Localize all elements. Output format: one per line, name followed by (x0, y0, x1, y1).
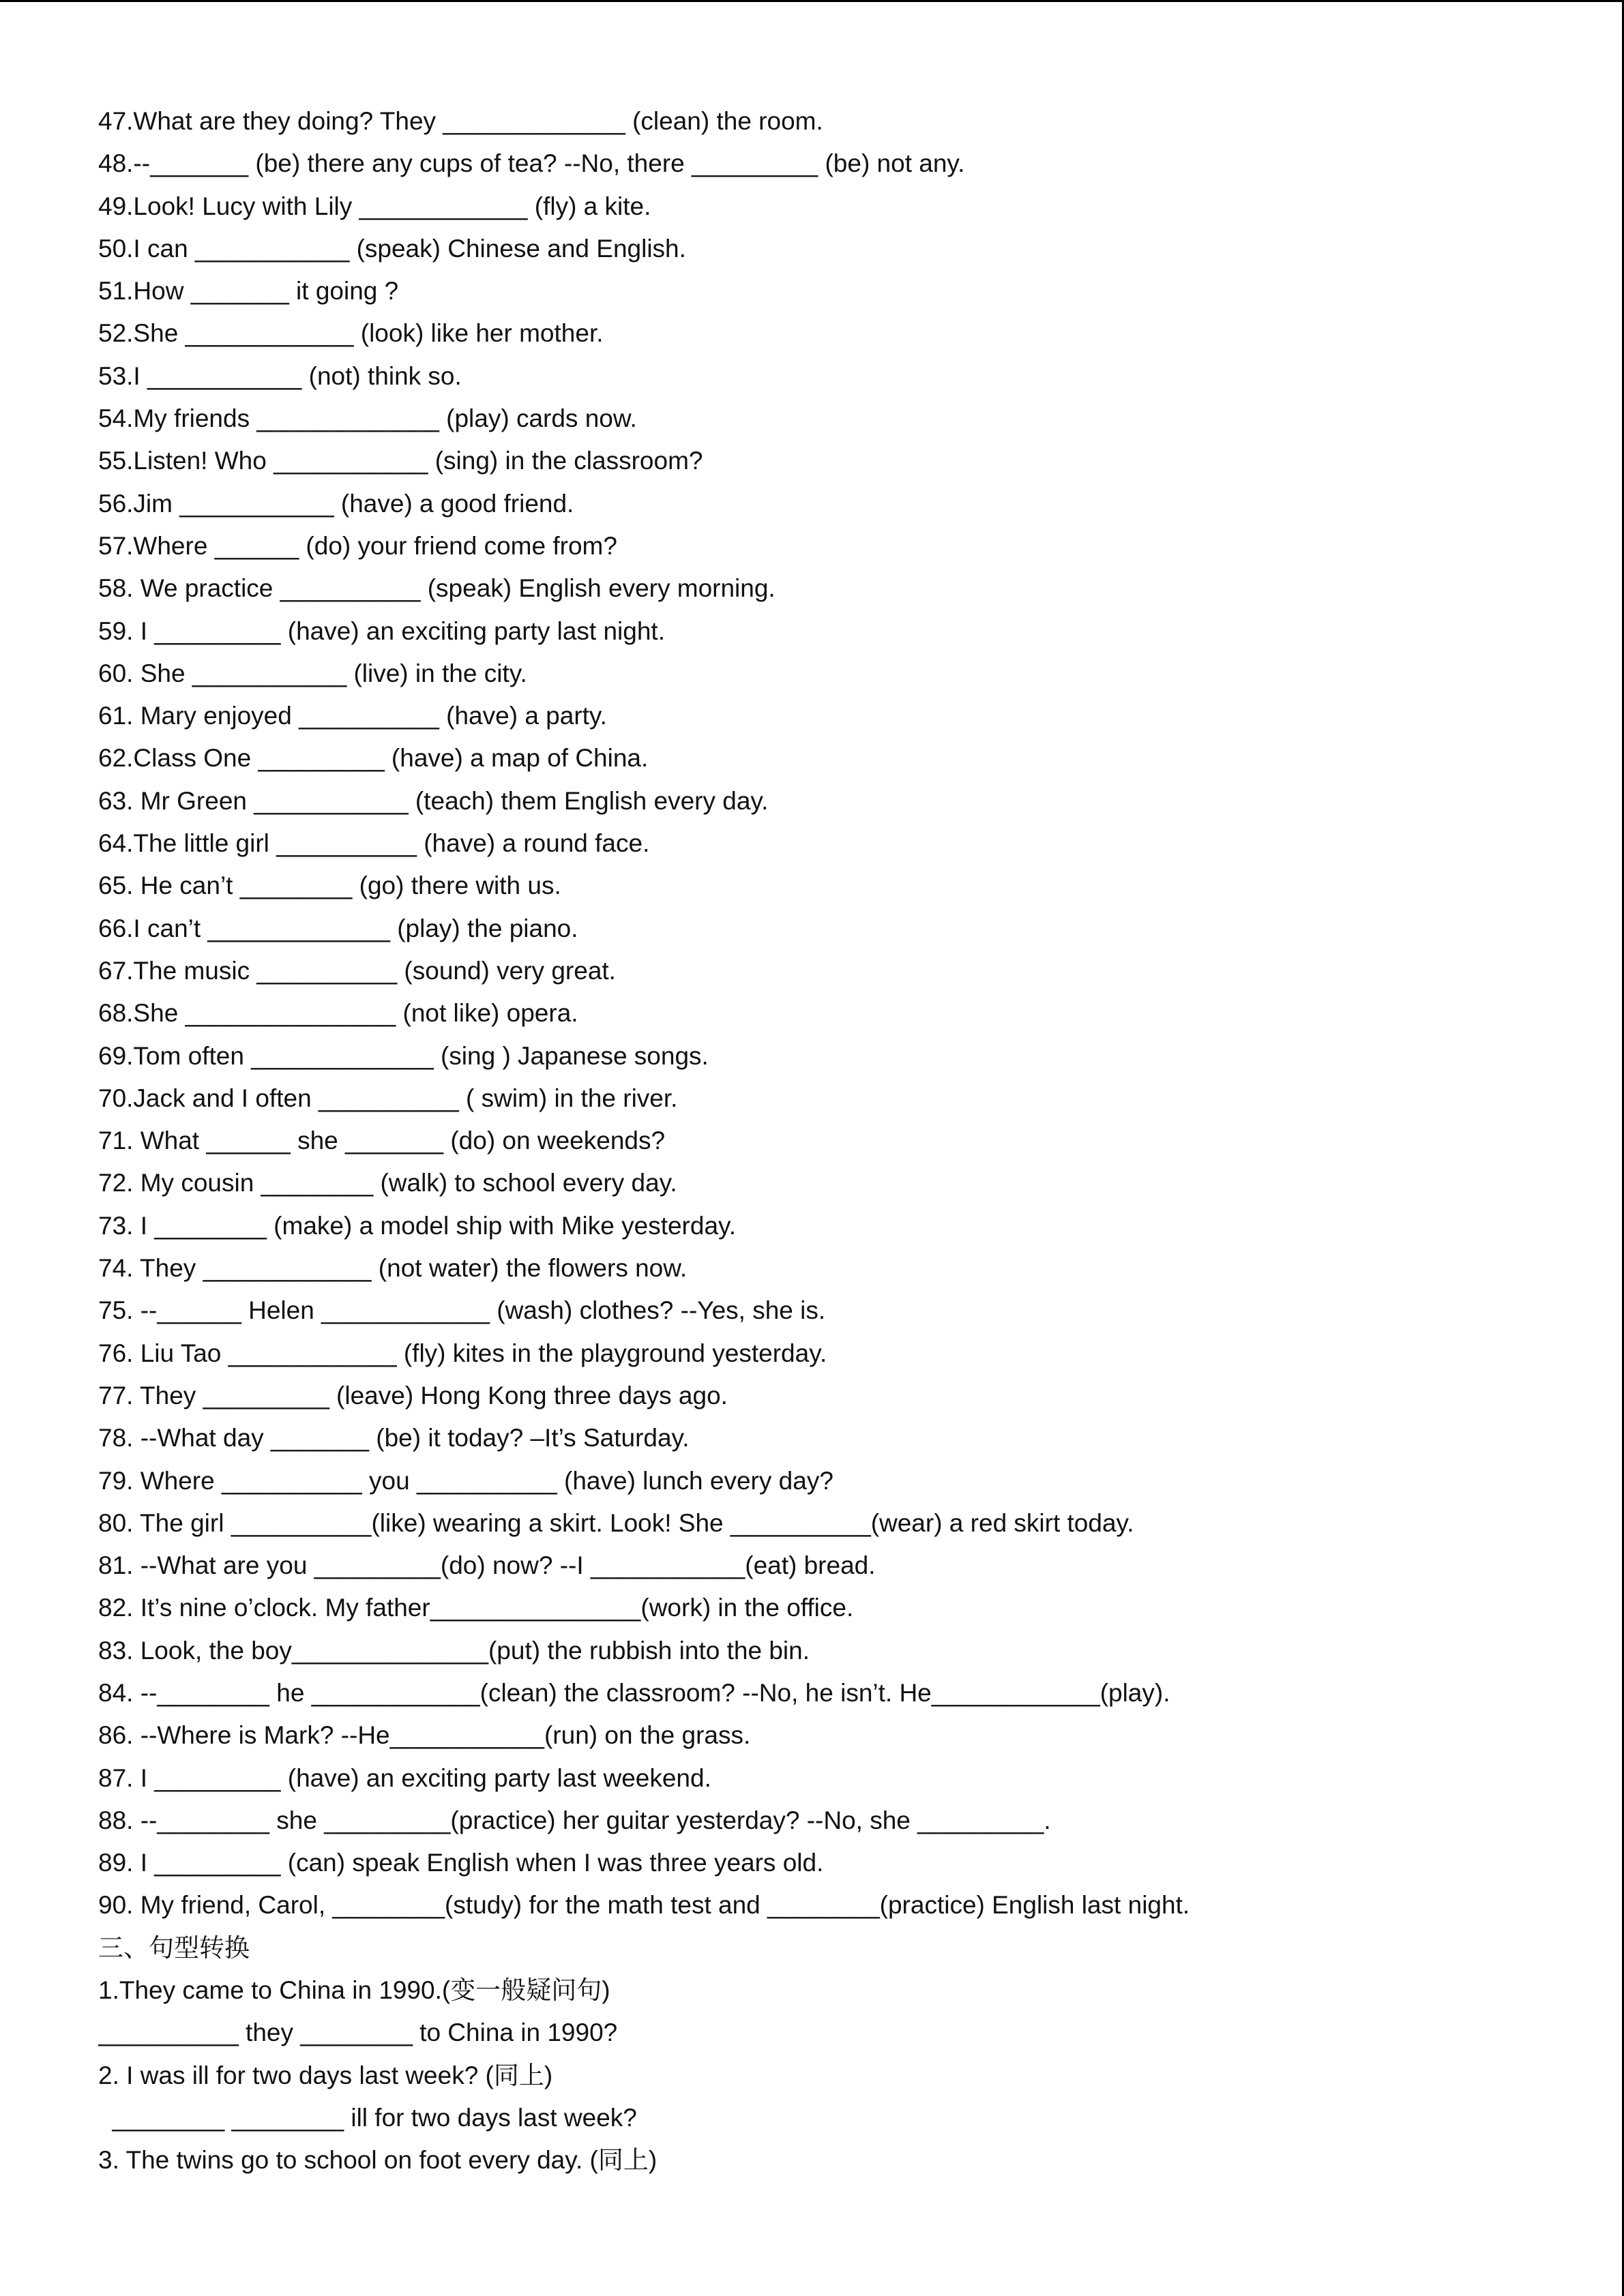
exercise-item-53: 53.I ___________ (not) think so. (98, 361, 462, 390)
exercise-item-90: 90. My friend, Carol, ________(study) for the math test and ________(practice) English last night. (98, 1891, 1190, 1920)
exercise-item-54: 54.My friends _____________ (play) cards now. (98, 404, 637, 433)
exercise-item-49: 49.Look! Lucy with Lily ____________ (fly) a kite. (98, 192, 651, 220)
exercise-item-67: 67.The music __________ (sound) very great. (98, 956, 616, 985)
exercise-item-81: 81. --What are you _________(do) now? --I ___________(eat) bread. (98, 1551, 876, 1580)
exercise-item-87: 87. I _________ (have) an exciting party last weekend. (98, 1763, 711, 1792)
exercise-item-84: 84. --________ he ____________(clean) the classroom? --No, he isn’t. He____________(play). (98, 1678, 1170, 1707)
exercise-item-89: 89. I _________ (can) speak English when I was three years old. (98, 1849, 824, 1877)
exercise-item-76: 76. Liu Tao ____________ (fly) kites in the playground yesterday. (98, 1339, 827, 1367)
exercise-item-77: 77. They _________ (leave) Hong Kong three days ago. (98, 1381, 728, 1410)
transform-item-2-answer: ________ ________ ill for two days last week? (98, 2103, 637, 2132)
exercise-item-61: 61. Mary enjoyed __________ (have) a party. (98, 702, 607, 730)
exercise-item-63: 63. Mr Green ___________ (teach) them English every day. (98, 786, 769, 815)
section-heading: 三、句型转换 (98, 1933, 250, 1963)
exercise-item-58: 58. We practice __________ (speak) English every morning. (98, 574, 776, 603)
exercise-item-79: 79. Where __________ you __________ (have) lunch every day? (98, 1466, 833, 1495)
exercise-item-48: 48.--_______ (be) there any cups of tea? --No, there _________ (be) not any. (98, 149, 965, 178)
exercise-item-52: 52.She ____________ (look) like her mother. (98, 319, 604, 348)
exercise-item-74: 74. They ____________ (not water) the flowers now. (98, 1254, 688, 1283)
worksheet-content (98, 100, 1565, 2182)
exercise-item-83: 83. Look, the boy______________(put) the rubbish into the bin. (98, 1636, 810, 1665)
transform-item-3: 3. The twins go to school on foot every day. (同上) (98, 2146, 658, 2175)
transform-item-2: 2. I was ill for two days last week? (同上) (98, 2061, 553, 2089)
exercise-item-66: 66.I can’t _____________ (play) the piano. (98, 914, 578, 942)
exercise-item-73: 73. I ________ (make) a model ship with Mike yesterday. (98, 1211, 737, 1240)
exercise-item-57: 57.Where ______ (do) your friend come from? (98, 531, 617, 560)
exercise-item-78: 78. --What day _______ (be) it today? –It’s Saturday. (98, 1424, 690, 1452)
exercise-item-75: 75. --______ Helen ____________ (wash) clothes? --Yes, she is. (98, 1296, 826, 1325)
exercise-item-65: 65. He can’t ________ (go) there with us. (98, 871, 561, 900)
exercise-item-68: 68.She _______________ (not like) opera. (98, 999, 578, 1028)
exercise-item-56: 56.Jim ___________ (have) a good friend. (98, 489, 574, 518)
exercise-item-88: 88. --________ she _________(practice) her guitar yesterday? --No, she _________. (98, 1806, 1051, 1834)
exercise-item-47: 47.What are they doing? They _____________ (clean) the room. (98, 107, 823, 135)
exercise-item-86: 86. --Where is Mark? --He___________(run) on the grass. (98, 1721, 751, 1750)
exercise-item-50: 50.I can ___________ (speak) Chinese and English. (98, 234, 686, 263)
exercise-item-69: 69.Tom often _____________ (sing ) Japanese songs. (98, 1041, 709, 1070)
exercise-item-51: 51.How _______ it going ? (98, 277, 399, 305)
exercise-item-62: 62.Class One _________ (have) a map of China. (98, 744, 649, 773)
exercise-item-71: 71. What ______ she _______ (do) on weekends? (98, 1127, 666, 1155)
exercise-item-64: 64.The little girl __________ (have) a round face. (98, 829, 650, 858)
exercise-item-70: 70.Jack and I often __________ ( swim) in the river. (98, 1084, 678, 1112)
exercise-item-55: 55.Listen! Who ___________ (sing) in the classroom? (98, 447, 703, 475)
transform-item-1: 1.They came to China in 1990.(变一般疑问句) (98, 1976, 610, 2005)
transform-item-1-answer: __________ they ________ to China in 1990? (98, 2018, 618, 2047)
exercise-item-72: 72. My cousin ________ (walk) to school every day. (98, 1169, 677, 1197)
exercise-item-82: 82. It’s nine o’clock. My father_______________(work) in the office. (98, 1594, 854, 1622)
exercise-item-80: 80. The girl __________(like) wearing a skirt. Look! She __________(wear) a red skirt today. (98, 1508, 1134, 1537)
exercise-item-59: 59. I _________ (have) an exciting party last night. (98, 616, 665, 645)
exercise-item-60: 60. She ___________ (live) in the city. (98, 659, 527, 687)
